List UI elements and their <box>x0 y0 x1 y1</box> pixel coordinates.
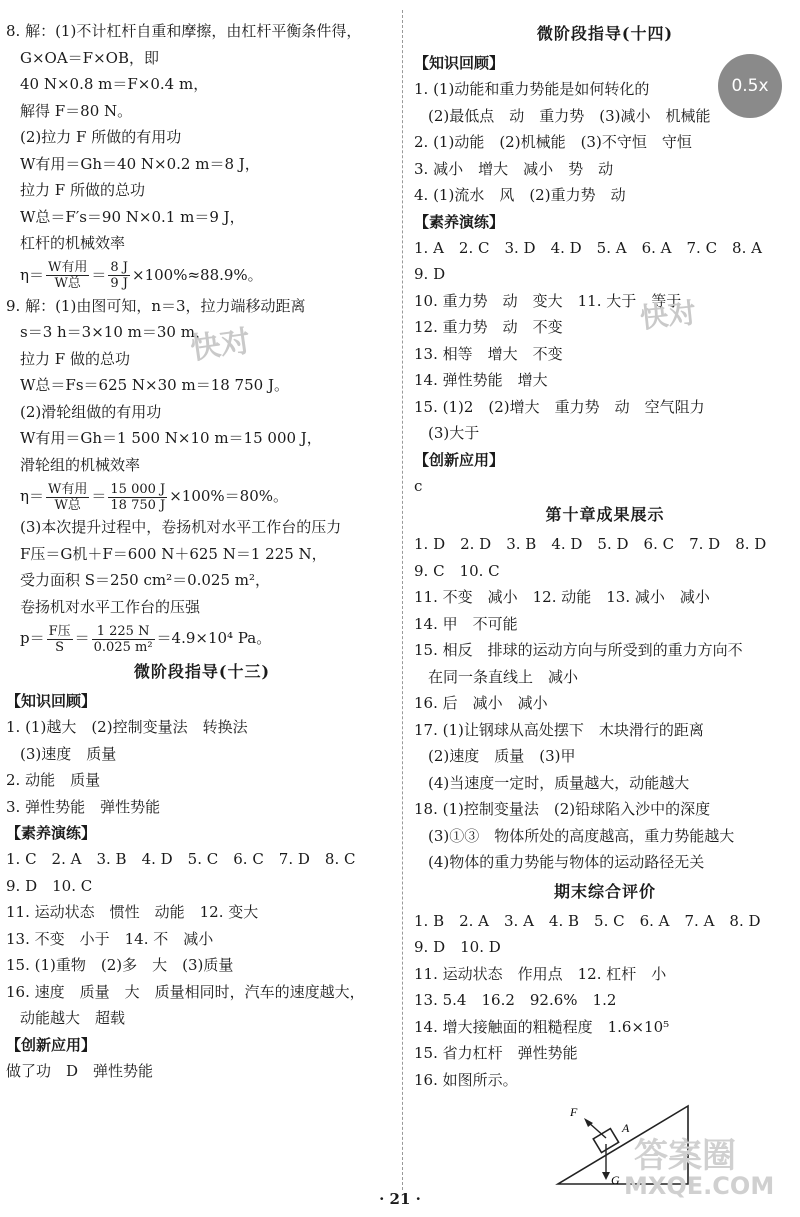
section-tag: 【知识回顾】 <box>6 692 97 710</box>
frac-num: 15 000 J <box>110 481 166 497</box>
answer-line: 1. (1)动能和重力势能是如何转化的 <box>414 80 650 98</box>
formula-text: ×100%≈88.9%。 <box>132 265 263 284</box>
answer-line: 40 N×0.8 m＝F×0.4 m， <box>20 75 209 93</box>
answer-line: 13. 不变 小于 14. 不 减小 <box>6 929 214 948</box>
frac-num: W有用 <box>48 260 88 275</box>
gravity-arrowhead <box>602 1172 610 1180</box>
frac-num: 1 225 N <box>92 624 155 640</box>
frac-den: 9 J <box>110 276 129 291</box>
answer-line: 解得 F＝80 N。 <box>20 101 133 120</box>
answer-line: 受力面积 S＝250 cm²＝0.025 m²， <box>20 571 271 589</box>
answer-line: 杠杆的机械效率 <box>20 234 126 252</box>
answer-line: 在同一条直线上 减小 <box>428 667 579 686</box>
formula-line <box>6 257 398 293</box>
answer-line: 13. 5.4 16.2 92.6% 1.2 <box>414 991 617 1009</box>
answer-line: 15. 省力杠杆 弹性势能 <box>414 1044 578 1062</box>
answer-line: 卷扬机对水平工作台的压强 <box>20 597 201 616</box>
answer-line: (2)拉力 F 所做的有用功 <box>20 128 182 146</box>
watermark-kuaidui-2: 快对 <box>638 296 698 335</box>
answer-line: c <box>414 476 423 495</box>
answer-line: (3)本次提升过程中，卷扬机对水平工作台的压力 <box>20 518 342 536</box>
formula-line <box>6 478 398 514</box>
answer-line: 1. (1)越大 (2)控制变量法 转换法 <box>6 718 248 736</box>
answer-line: G×OA＝F×OB，即 <box>20 48 159 67</box>
answer-line: 3. 减小 增大 减小 势 动 <box>414 159 614 178</box>
section-tag: 【知识回顾】 <box>414 54 505 72</box>
section-title: 第十章成果展示 <box>545 505 665 524</box>
answer-line: (4)当速度一定时，质量越大，动能越大 <box>428 773 690 792</box>
answer-line: 1. A 2. C 3. D 4. D 5. A 6. A 7. C 8. A <box>414 238 762 257</box>
answer-line: 拉力 F 做的总功 <box>20 349 130 368</box>
frac-den: S <box>55 639 65 655</box>
answer-line: 做了功 D 弹性势能 <box>6 1061 154 1080</box>
fraction <box>47 624 73 655</box>
answer-line: 14. 弹性势能 增大 <box>414 371 548 389</box>
formula-text: ＝ <box>91 487 107 505</box>
frac-num: 8 J <box>110 260 129 275</box>
answer-line: 2. (1)动能 (2)机械能 (3)不守恒 守恒 <box>414 133 692 151</box>
section-tag: 【素养演练】 <box>6 824 97 842</box>
answer-line: 16. 速度 质量 大 质量相同时，汽车的速度越大， <box>6 982 365 1001</box>
watermark-site: MXQE.COM <box>624 1172 775 1200</box>
formula-text: ＝ <box>74 629 90 647</box>
answer-line: 4. (1)流水 风 (2)重力势 动 <box>414 186 626 204</box>
answer-line: 12. 重力势 动 不变 <box>414 318 563 336</box>
answer-line: 1. D 2. D 3. B 4. D 5. D 6. C 7. D 8. D <box>414 535 767 553</box>
formula-text: η＝ <box>20 487 44 505</box>
gravity-label: G <box>611 1173 620 1187</box>
section-title: 微阶段指导(十三) <box>133 662 271 681</box>
section-tag: 【创新应用】 <box>6 1035 97 1054</box>
fraction <box>92 624 155 655</box>
fraction <box>46 260 89 291</box>
fraction <box>108 260 130 291</box>
watermark-kuaidui: 快对 <box>188 323 253 367</box>
answer-line: (3)大于 <box>428 424 480 442</box>
watermark-answer: 答案圈 <box>634 1136 736 1176</box>
formula-text: ×100%＝80%。 <box>169 487 289 505</box>
answer-line: 11. 不变 减小 12. 动能 13. 减小 减小 <box>414 588 710 606</box>
answer-line: 13. 相等 增大 不变 <box>414 344 563 363</box>
answer-line: 15. (1)重物 (2)多 大 (3)质量 <box>6 956 234 974</box>
fraction <box>46 482 89 513</box>
answer-line: 11. 运动状态 作用点 12. 杠杆 小 <box>414 964 667 983</box>
answer-line: W总＝F′s＝90 N×0.1 m＝9 J， <box>20 207 245 226</box>
column-divider <box>402 10 403 1190</box>
section-tag: 【创新应用】 <box>414 450 505 469</box>
left-column <box>6 18 398 1084</box>
right-column <box>414 18 796 1093</box>
answer-line: 滑轮组的机械效率 <box>20 455 141 474</box>
answer-line: 14. 增大接触面的粗糙程度 1.6×10⁵ <box>414 1017 670 1036</box>
formula-text: η＝ <box>20 265 44 284</box>
frac-den: 0.025 m² <box>93 639 153 655</box>
answer-line: 9. D 10. C <box>6 876 93 895</box>
answer-line: 8. 解：(1)不计杠杆自重和摩擦，由杠杆平衡条件得， <box>6 22 362 40</box>
answer-line: 1. B 2. A 3. A 4. B 5. C 6. A 7. A 8. D <box>414 911 761 930</box>
fraction <box>108 482 167 513</box>
formula-line <box>6 620 398 656</box>
answer-line: 15. (1)2 (2)增大 重力势 动 空气阻力 <box>414 397 705 416</box>
frac-den: W总 <box>54 276 81 291</box>
answer-line: 18. (1)控制变量法 (2)铅球陷入沙中的深度 <box>414 800 711 818</box>
formula-text: ＝ <box>91 265 107 284</box>
answer-line: 9. C 10. C <box>414 561 500 580</box>
section-title: 期末综合评价 <box>553 881 656 901</box>
section-tag: 【素养演练】 <box>414 212 505 231</box>
answer-line: (4)物体的重力势能与物体的运动路径无关 <box>428 853 705 871</box>
answer-line: 16. 后 减小 减小 <box>414 694 548 712</box>
answer-line: (2)滑轮组做的有用功 <box>20 402 162 421</box>
playback-speed-badge[interactable]: 0.5x <box>718 54 782 118</box>
page-number: · 21 · <box>379 1190 421 1208</box>
answer-line: 2. 动能 质量 <box>6 771 101 789</box>
answer-line: 16. 如图所示。 <box>414 1070 518 1089</box>
answer-line: 14. 甲 不可能 <box>414 614 518 633</box>
frac-den: W总 <box>54 497 81 513</box>
answer-line: 17. (1)让钢球从高处摆下 木块滑行的距离 <box>414 720 704 739</box>
answer-line: (3)①③ 物体所处的高度越高，重力势能越大 <box>428 826 735 845</box>
answer-line: 1. C 2. A 3. B 4. D 5. C 6. C 7. D 8. C <box>6 850 356 868</box>
answer-line: 15. 相反 排球的运动方向与所受到的重力方向不 <box>414 641 743 659</box>
answer-line: W总＝Fs＝625 N×30 m＝18 750 J。 <box>20 376 289 394</box>
answer-line: (2)速度 质量 (3)甲 <box>428 747 576 765</box>
frac-num: W有用 <box>48 481 88 497</box>
section-title: 微阶段指导(十四) <box>536 24 674 43</box>
answer-line: W有用＝Gh＝40 N×0.2 m＝8 J， <box>20 154 260 173</box>
answer-line: 10. 重力势 动 变大 11. 大于 等于 <box>414 291 682 310</box>
answer-line: (3)速度 质量 <box>20 744 117 763</box>
answer-line: 9. D 10. D <box>414 938 501 956</box>
answer-line: 动能越大 超载 <box>20 1009 126 1027</box>
answer-line: 9. 解：(1)由图可知，n＝3，拉力端移动距离 <box>6 296 306 315</box>
formula-text: p＝ <box>20 629 45 647</box>
formula-text: ＝4.9×10⁴ Pa。 <box>156 629 272 647</box>
block-label: A <box>622 1121 630 1135</box>
answer-line: s＝3 h＝3×10 m＝30 m， <box>20 323 210 341</box>
frac-num: F压 <box>48 623 71 639</box>
answer-line: 拉力 F 所做的总功 <box>20 181 145 199</box>
force-label: F <box>570 1105 578 1119</box>
answer-line: 9. D <box>414 265 446 283</box>
answer-line: 11. 运动状态 惯性 动能 12. 变大 <box>6 903 259 921</box>
answer-line: W有用＝Gh＝1 500 N×10 m＝15 000 J， <box>20 429 322 447</box>
answer-line: F压＝G机＋F＝600 N＋625 N＝1 225 N， <box>20 544 327 563</box>
answer-line: (2)最低点 动 重力势 (3)减小 机械能 <box>428 106 711 125</box>
answer-line: 3. 弹性势能 弹性势能 <box>6 797 161 816</box>
frac-den: 18 750 J <box>110 497 166 513</box>
